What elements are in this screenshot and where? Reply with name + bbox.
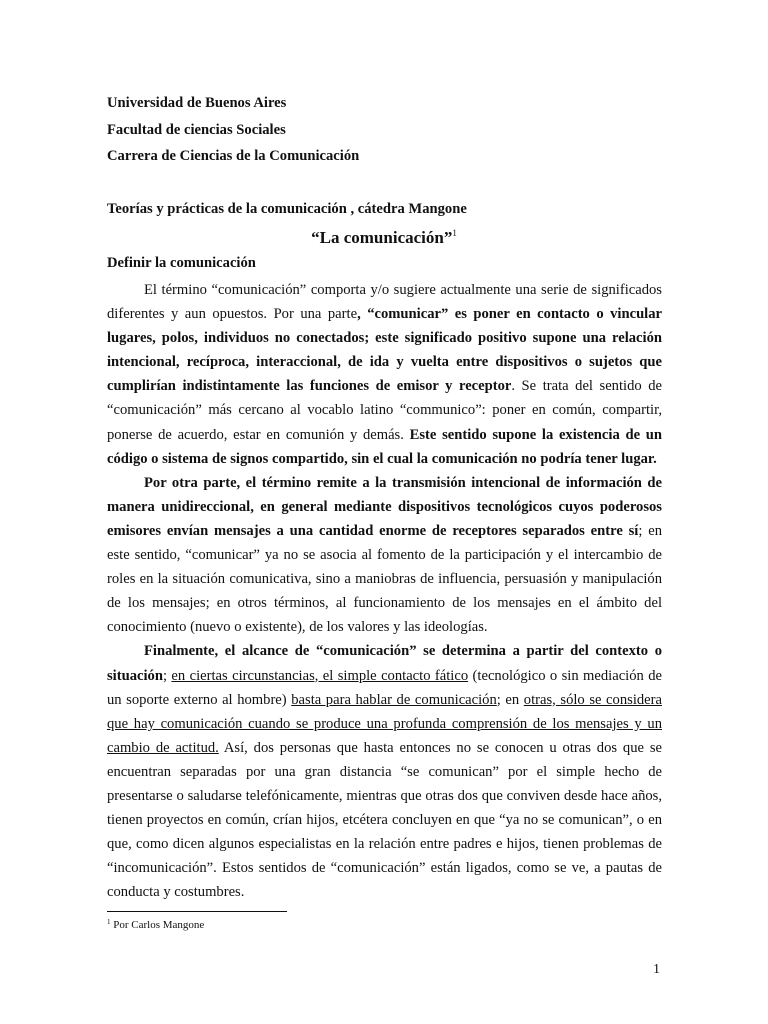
bold-text-run: Finalmente, el alcance de “comunicación” se determina a partir del contexto o situación <box>107 643 662 684</box>
text-run: . Se trata del sentido de “comunicación” más cercano al vocablo latino “communico”: poner en común, compartir, ponerse de acuerdo, estar en comunión y demás. <box>107 378 662 443</box>
title-text: “La comunicación” <box>311 228 453 247</box>
bold-text-run: Por otra parte, el término remite a la transmisión intencional de información de manera unidireccional, en general mediante dispositivos tecnológicos cuyos poderosos emisores envían mensajes a una cantidad enorme de receptores separados entre sí <box>107 474 662 539</box>
footnote-divider <box>107 911 287 912</box>
title-footnote-ref: 1 <box>452 228 457 238</box>
faculty-name: Facultad de ciencias Sociales <box>107 122 286 138</box>
university-name: Universidad de Buenos Aires <box>107 95 287 111</box>
career-name: Carrera de Ciencias de la Comunicación <box>107 148 360 164</box>
text-run: ; <box>162 667 172 684</box>
bold-text-run: Este sentido supone la existencia de un código o sistema de signos compartido, sin el cual la comunicación no podría tener lugar. <box>107 426 662 467</box>
footnote <box>107 918 204 931</box>
underlined-text-run: otras, sólo se considera que hay comunicación cuando se produce una profunda comprensión de los mensajes y un cambio de actitud. <box>107 691 662 756</box>
paragraph <box>107 639 662 904</box>
paragraph <box>107 471 662 640</box>
underlined-text-run: en ciertas circunstancias, el simple contacto fático <box>171 667 469 684</box>
paragraph <box>107 278 662 471</box>
text-run: ; en este sentido, “comunicar” ya no se asocia al fomento de la participación y el intercambio de roles en la situación comunicativa, sino a maniobras de influencia, persuasión y manipulación de los mensajes; en otros términos, al funcionamiento de los mensajes en el ámbito del conocimiento (nuevo o existente), de los valores y las ideologías. <box>107 522 662 636</box>
footnote-text: Por Carlos Mangone <box>110 919 205 931</box>
body-text <box>107 278 662 904</box>
section-heading: Definir la comunicación <box>107 255 256 271</box>
text-run: (tecnológico o sin mediación de un soporte externo al hombre) <box>107 667 663 708</box>
course-name: Teorías y prácticas de la comunicación , cátedra Mangone <box>107 201 467 217</box>
text-run: ; en <box>496 691 524 708</box>
page-number: 1 <box>653 962 660 977</box>
document-title <box>0 228 768 248</box>
text-run: Así, dos personas que hasta entonces no se conocen u otras dos que se encuentran separadas por una gran distancia “se comunican” por el simple hecho de presentarse o saludarse telefónicamente, mientras que otras dos que conviven desde hace años, tienen proyectos en común, crían hijos, etcétera concluyen en que “ya no se comunican”, o en que, como dicen algunos especialistas en la relación entre padres e hijos, tienen problemas de “incomunicación”. Estos sentidos de “comunicación” están ligados, como se ve, a pautas de conducta y costumbres. <box>107 739 663 901</box>
underlined-text-run: basta para hablar de comunicación <box>291 691 497 708</box>
text-run: El término “comunicación” comporta y/o sugiere actualmente una serie de significados diferentes y aun opuestos. Por una parte <box>107 282 662 323</box>
footnote-mark: 1 <box>107 918 111 926</box>
bold-text-run: , “comunicar” es poner en contacto o vincular lugares, polos, individuos no conectados; este significado positivo supone una relación intencional, recíproca, interaccional, de ida y vuelta entre dispositivos o sujetos que cumplirían indistintamente las funciones de emisor y receptor <box>107 306 663 395</box>
